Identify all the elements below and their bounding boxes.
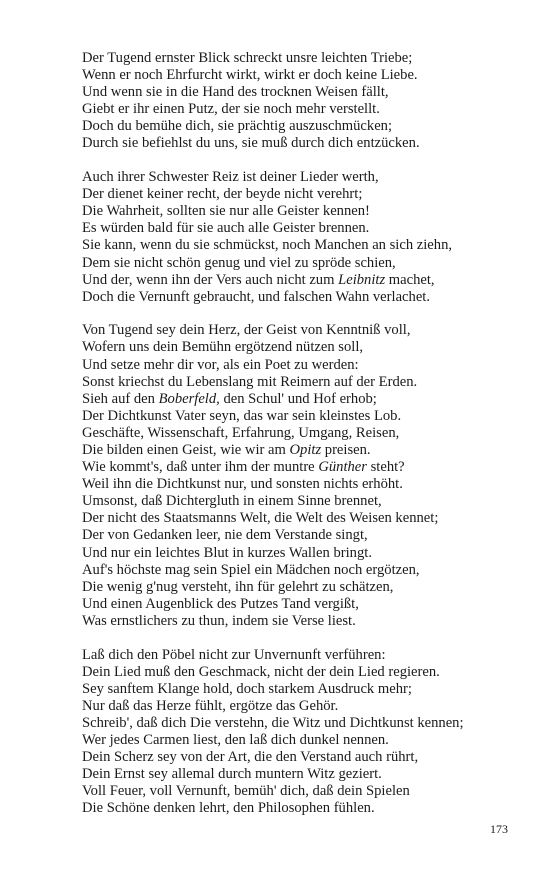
verse-line (82, 476, 522, 493)
verse-text: Giebt er ihr einen Putz, der sie noch mehr verstellt. (82, 101, 380, 118)
verse-line (82, 339, 522, 356)
verse-text: steht? (366, 459, 405, 476)
italic-name: Günther (318, 459, 367, 476)
verse-text: Dein Scherz sey von der Art, die den Verstand auch rührt, (82, 749, 419, 766)
verse-line (82, 800, 522, 817)
verse-text: Und wenn sie in die Hand des trocknen Weisen fällt, (82, 84, 389, 101)
verse-text: Laß dich den Pöbel nicht zur Unvernunft verführen: (82, 646, 386, 663)
verse-line (82, 493, 522, 510)
verse-text: Wie kommt's, daß unter ihm der muntre (82, 459, 319, 476)
verse-line (82, 698, 522, 715)
verse-text: Von Tugend sey dein Herz, der Geist von Kenntniß voll, (82, 322, 411, 339)
verse-text: Durch sie befiehlst du uns, sie muß durch dich entzücken. (82, 135, 420, 152)
verse-text: Was ernstlichers zu thun, indem sie Verse liest. (82, 612, 356, 629)
verse-text: den Schul' und Hof erhob; (219, 390, 377, 407)
verse-line (82, 101, 522, 118)
verse-line (82, 562, 522, 579)
verse-line (82, 681, 522, 698)
stanza (82, 50, 522, 153)
verse-text: Und nur ein leichtes Blut in kurzes Wallen bringt. (82, 544, 372, 561)
verse-text: Der Dichtkunst Vater seyn, das war sein kleinstes Lob. (82, 407, 402, 424)
verse-line (82, 647, 522, 664)
verse-text: Sonst kriechst du Lebenslang mit Reimern auf der Erden. (82, 373, 418, 390)
verse-text: Die wenig g'nug versteht, ihn für gelehrt zu schätzen, (82, 578, 394, 595)
verse-line (82, 664, 522, 681)
verse-text: Der Tugend ernster Blick schreckt unsre leichten Triebe; (82, 50, 413, 66)
verse-text: Die bilden einen Geist, wie wir am (82, 441, 290, 458)
verse-text: Der dienet keiner recht, der beyde nicht verehrt; (82, 186, 363, 203)
verse-text: Auch ihrer Schwester Reiz ist deiner Lieder werth, (82, 169, 379, 186)
verse-line (82, 715, 522, 732)
verse-line (82, 255, 522, 272)
verse-line (82, 408, 522, 425)
stanza (82, 647, 522, 818)
verse-text: preisen. (321, 441, 371, 458)
verse-line (82, 67, 522, 84)
poem-body (82, 50, 522, 834)
verse-text: Sey sanftem Klange hold, doch starkem Ausdruck mehr; (82, 680, 412, 697)
verse-line (82, 613, 522, 630)
verse-text: Es würden bald für sie auch alle Geister brennen. (82, 220, 370, 237)
verse-text: Die Wahrheit, sollten sie nur alle Geister kennen! (82, 203, 370, 220)
verse-line (82, 425, 522, 442)
verse-text: Und der, wenn ihn der Vers auch nicht zum (82, 271, 339, 288)
verse-line (82, 579, 522, 596)
verse-line (82, 84, 522, 101)
verse-line (82, 357, 522, 374)
verse-line (82, 118, 522, 135)
verse-text: Weil ihn die Dichtkunst nur, und sonsten nichts erhöht. (82, 476, 403, 493)
verse-text: machet, (385, 271, 435, 288)
verse-text: Wofern uns dein Bemühn ergötzend nützen soll, (82, 339, 364, 356)
verse-text: Schreib', daß dich Die verstehn, die Witz und Dichtkunst kennen; (82, 714, 464, 731)
verse-line (82, 459, 522, 476)
verse-line (82, 289, 522, 306)
verse-line (82, 135, 522, 152)
verse-line (82, 237, 522, 254)
verse-text: Nur daß das Herze fühlt, ergötze das Gehör. (82, 697, 339, 714)
verse-text: Der von Gedanken leer, nie dem Verstande singt, (82, 527, 368, 544)
verse-text: Auf's höchste mag sein Spiel ein Mädchen noch ergötzen, (82, 561, 420, 578)
verse-text: Umsonst, daß Dichtergluth in einem Sinne brennet, (82, 493, 382, 510)
verse-text: Wenn er noch Ehrfurcht wirkt, wirkt er doch keine Liebe. (82, 67, 418, 84)
verse-text: Dein Lied muß den Geschmack, nicht der dein Lied regieren. (82, 663, 440, 680)
verse-text: Dem sie nicht schön genug und viel zu spröde schien, (82, 254, 396, 271)
verse-text: Der nicht des Staatsmanns Welt, die Welt des Weisen kennet; (82, 510, 439, 527)
verse-line (82, 442, 522, 459)
verse-text: Voll Feuer, voll Vernunft, bemüh' dich, daß dein Spielen (82, 783, 410, 800)
page-number: 173 (490, 822, 508, 836)
verse-line (82, 322, 522, 339)
verse-line (82, 596, 522, 613)
stanza (82, 322, 522, 630)
verse-line (82, 545, 522, 562)
verse-line (82, 203, 522, 220)
verse-text: Die Schöne denken lehrt, den Philosophen fühlen. (82, 800, 375, 817)
verse-text: Sie kann, wenn du sie schmückst, noch Manchen an sich ziehn, (82, 237, 453, 254)
verse-line (82, 169, 522, 186)
verse-line (82, 374, 522, 391)
verse-line (82, 50, 522, 67)
verse-line (82, 783, 522, 800)
verse-text: Doch du bemühe dich, sie prächtig auszuschmücken; (82, 118, 393, 135)
verse-text: Wer jedes Carmen liest, den laß dich dunkel nennen. (82, 731, 389, 748)
verse-text: Sieh auf den (82, 390, 159, 407)
verse-line (82, 391, 522, 408)
verse-line (82, 527, 522, 544)
verse-line (82, 272, 522, 289)
verse-line (82, 749, 522, 766)
italic-name: Boberfeld, (158, 390, 220, 407)
verse-line (82, 220, 522, 237)
verse-line (82, 510, 522, 527)
verse-text: Geschäfte, Wissenschaft, Erfahrung, Umgang, Reisen, (82, 424, 400, 441)
verse-text: Und setze mehr dir vor, als ein Poet zu werden: (82, 356, 359, 373)
verse-line (82, 186, 522, 203)
italic-name: Leibnitz (338, 271, 386, 288)
verse-line (82, 766, 522, 783)
verse-line (82, 732, 522, 749)
verse-text: Und einen Augenblick des Putzes Tand vergißt, (82, 595, 359, 612)
verse-text: Doch die Vernunft gebraucht, und falschen Wahn verlachet. (82, 288, 431, 305)
stanza (82, 169, 522, 306)
verse-text: Dein Ernst sey allemal durch muntern Witz geziert. (82, 766, 382, 783)
italic-name: Opitz (289, 441, 322, 458)
